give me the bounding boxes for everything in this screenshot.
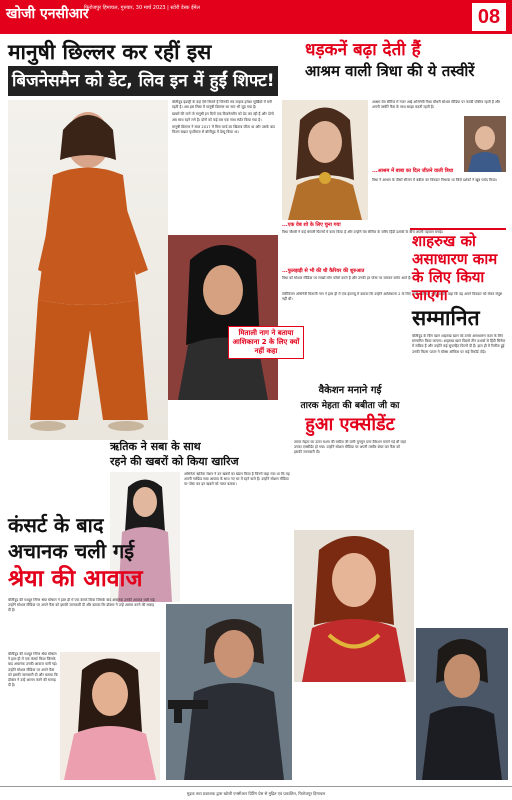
hrithik-headline-line1: ऋतिक ने सबा के साथ xyxy=(110,440,201,453)
shreya-body: बॉलीवुड की मशहूर सिंगर श्रेया घोषाल ने हाल ही में एक कंसर्ट किया जिसके बाद अचानक उनकी आवाज चली गई। उन्होंने सोशल मीडिया पर अपने फैंस को इसकी जानकारी दी और बताया कि डॉक्टर ने उन्हें आराम करने की सलाह दी है। xyxy=(8,598,156,613)
babita-headline-line3: हुआ एक्सीडेंट xyxy=(305,414,395,435)
manushi-body: बॉलीवुड इंडस्ट्री के कई ऐसे सितारे हैं जिनकी लव लाइफ हमेशा सुर्खियों में बनी रहती है। अब इस लिस्ट में मानुषी छिल्लर का नाम भी जुड़ गया है। खबरों की मानें तो मानुषी इन दिनों एक बिजनेसमैन को डेट कर रही हैं और दोनों अब साथ रहने लगे हैं। दोनों को कई बार एक साथ स्पॉट किया गया है। मानुषी छिल्लर ने साल 2017 में मिस वर्ल्ड का खिताब जीता था और उसके बाद फिल्म सम्राट पृथ्वीराज से बॉलीवुड में डेब्यू किया था। xyxy=(172,100,275,135)
hrithik-photo xyxy=(166,604,292,780)
shahrukh-body: बॉलीवुड के किंग खान शाहरुख खान को उनके असाधारण काम के लिए सम्मानित किया जाएगा। शाहरुख खान पिछले तीन दशकों से हिंदी सिनेमा में सक्रिय हैं और उन्होंने कई सुपरहिट फिल्में दी हैं। हाल ही में रिलीज हुई उनकी फिल्म पठान ने बॉक्स ऑफिस पर कई रिकॉर्ड तोड़े। xyxy=(412,334,506,354)
manushi-headline-line1: मानुषी छिल्लर कर रहीं इस xyxy=(8,40,212,64)
shahrukh-divider xyxy=(410,228,506,230)
mithali-caption: मिताली नाग ने बताया आशिकाना 2 के लिए क्यों नहीं कहा xyxy=(228,326,304,359)
tridha-photo-main xyxy=(282,100,368,220)
tridha-photo-small xyxy=(464,116,506,172)
tridha-subhead-2: ...एक वेब शो के लिए चुना गया xyxy=(282,222,341,228)
footer-imprint: मुद्रक तथा प्रकाशक द्वारा खोजी एनसीआर प्रिंटिंग प्रेस से मुद्रित एवं प्रकाशित, फिरोजपुर हिमाचल xyxy=(0,786,512,800)
shahrukh-headline-line2: सम्मानित xyxy=(412,306,480,330)
shahrukh-photo xyxy=(416,628,508,780)
mithali-body: टेलीविजन अभिनेत्री मिताली नाग ने हाल ही में एक इंटरव्यू में बताया कि उन्होंने आशिकाना 2 के लिए हामी क्यों नहीं भरी। उन्होंने कहा कि वह अपने किरदार को लेकर संतुष्ट नहीं थीं। xyxy=(282,292,502,302)
dateline: फिरोजपुर हिमाचल, गुरुवार, 30 मार्च 2023 | स्टोरी डेस्क ईमेल xyxy=(84,5,200,11)
tridha-body-2: त्रिधा ने आश्रम के तीसरे सीजन में बबीता का किरदार निभाया था जिसे दर्शकों ने खूब पसंद किया। xyxy=(372,178,497,182)
tridha-subhead-3: ...फुलझड़ी से भी की थी कैरियर की शुरुआत xyxy=(282,268,365,274)
tridha-subhead-1: ...आश्रम में बाबा का दिल जीतने वाली त्रिधा xyxy=(372,168,454,174)
shahrukh-headline-line1: शाहरुख को असाधारण काम के लिए किया जाएगा xyxy=(412,232,498,304)
tridha-body-3: त्रिधा चौधरी ने कई बंगाली फिल्मों में काम किया है और उन्होंने वेब सीरीज के जरिए हिंदी दर्शकों के बीच अपनी पहचान बनाई। xyxy=(282,230,444,234)
mithali-photo xyxy=(168,235,278,400)
hrithik-body: अभिनेता ऋतिक रोशन ने उन खबरों का खंडन किया है जिनमें कहा गया था कि वह अपनी गर्लफ्रेंड सबा आजाद के साथ नए घर में रहने वाले हैं। उन्होंने सोशल मीडिया पर पोस्ट कर इन खबरों को गलत बताया। xyxy=(184,472,290,487)
tridha-body: आश्रम वेब सीरीज में नजर आईं अभिनेत्री त्रिधा चौधरी सोशल मीडिया पर काफी एक्टिव रहती हैं और अपनी तस्वीरें फैंस के साथ साझा करती रहती हैं। xyxy=(372,100,501,110)
tridha-headline-line1: धड़कनें बढ़ा देती हैं xyxy=(305,40,421,60)
shreya-body-2: बॉलीवुड की मशहूर सिंगर श्रेया घोषाल ने हाल ही में एक कंसर्ट किया जिसके बाद अचानक उनकी आवाज चली गई। उन्होंने सोशल मीडिया पर अपने फैंस को इसकी जानकारी दी और बताया कि डॉक्टर ने उन्हें आराम करने की सलाह दी है। xyxy=(8,652,58,688)
tridha-body-4: त्रिधा को सोशल मीडिया पर लाखों लोग फॉलो करते हैं और उनकी हर पोस्ट पर जमकर कमेंट आते हैं। xyxy=(282,276,412,280)
tridha-headline-line2: आश्रम वाली त्रिधा की ये तस्वीरें xyxy=(305,62,475,80)
newspaper-logo: खोजी एनसीआर xyxy=(6,6,89,22)
babita-headline-line2: तारक मेहता की बबीता जी का xyxy=(300,401,400,411)
shreya-headline-line3: श्रेया की आवाज xyxy=(8,566,143,592)
shreya-photo xyxy=(60,652,160,780)
babita-headline-line1: वैकेशन मनाने गई xyxy=(318,385,382,396)
shreya-headline-line2: अचानक चली गई xyxy=(8,539,135,563)
babita-body: तारक मेहता का उल्टा चश्मा की बबीता जी यानी मुनमुन दत्ता वैकेशन मनाने गई थीं जहां उनका एक्सीडेंट हो गया। उन्होंने सोशल मीडिया पर अपनी तस्वीर शेयर कर फैंस को इसकी जानकारी दी। xyxy=(294,440,406,455)
babita-photo xyxy=(294,530,414,682)
manushi-headline-line2: बिजनेसमैन को डेट, लिव इन में हुईं शिफ्ट! xyxy=(8,66,278,96)
hrithik-headline-line2: रहने की खबरों को किया खारिज xyxy=(110,455,239,468)
page-number: 08 xyxy=(472,3,506,31)
shreya-headline-line1: कंसर्ट के बाद xyxy=(8,513,104,537)
manushi-photo xyxy=(8,100,168,440)
